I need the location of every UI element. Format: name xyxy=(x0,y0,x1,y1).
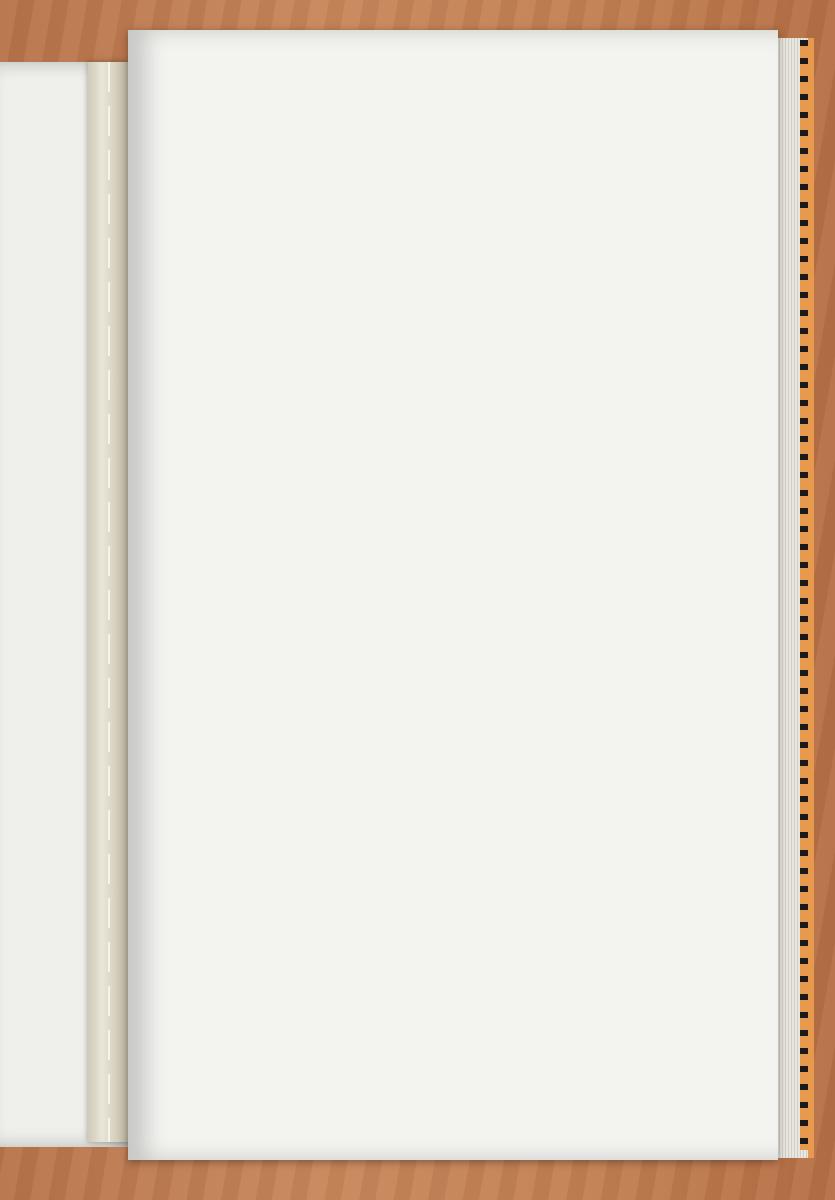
leopard-pattern-cover-edge xyxy=(800,40,808,1150)
page-text xyxy=(190,114,680,122)
watermark xyxy=(50,518,785,668)
